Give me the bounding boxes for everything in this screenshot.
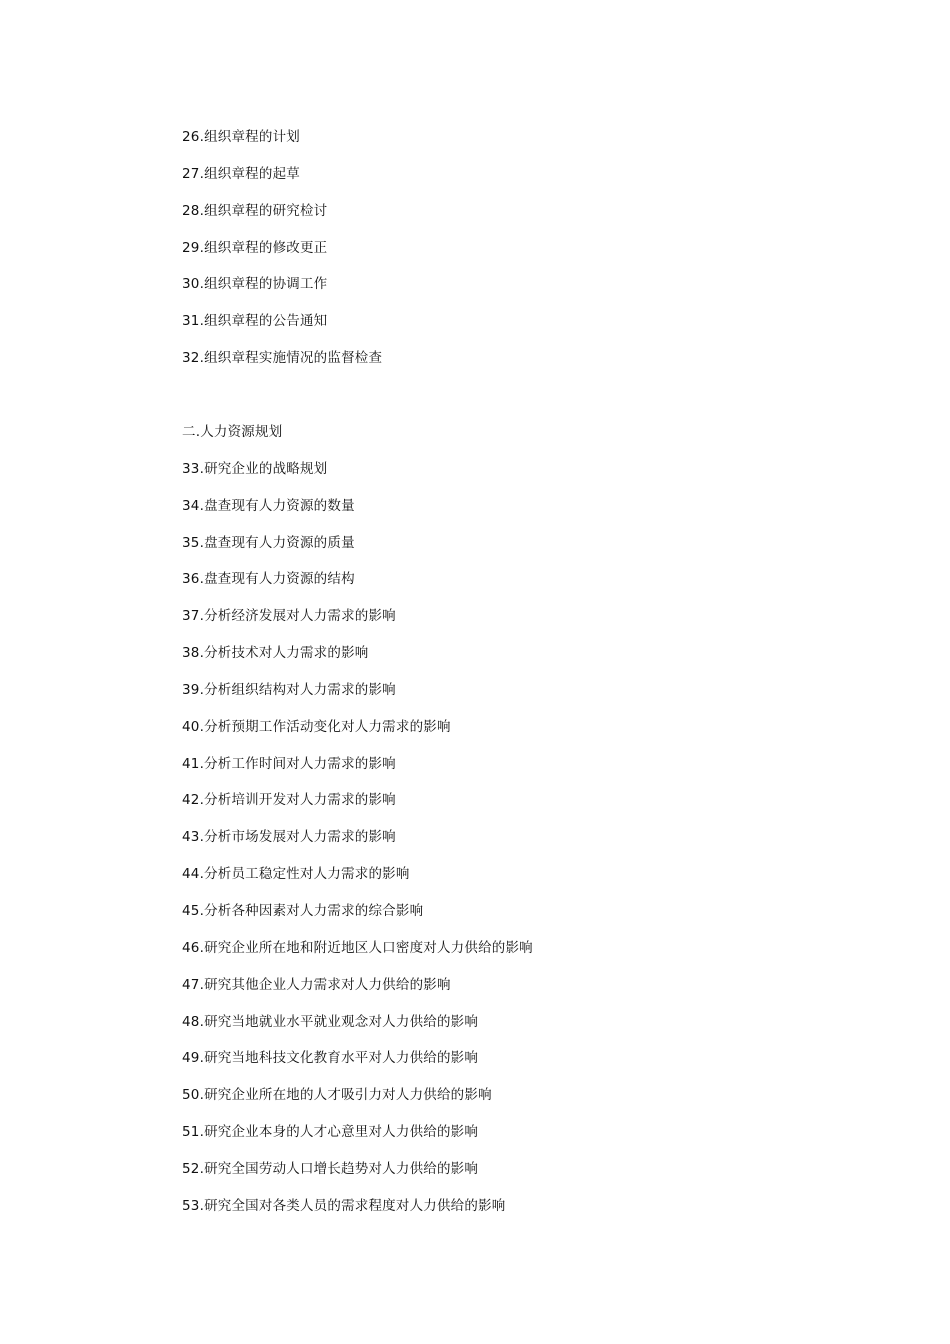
list-item: 47.研究其他企业人力需求对人力供给的影响 [182,976,451,993]
list-item: 36.盘查现有人力资源的结构 [182,571,355,588]
list-item: 51.研究企业本身的人才心意里对人力供给的影响 [182,1124,479,1141]
list-item: 29.组织章程的修改更正 [182,239,328,256]
list-item: 52.研究全国劳动人口增长趋势对人力供给的影响 [182,1160,479,1177]
list-item: 27.组织章程的起草 [182,165,300,182]
list-item: 42.分析培训开发对人力需求的影响 [182,792,396,809]
list-item: 33.研究企业的战略规划 [182,460,328,477]
list-item: 37.分析经济发展对人力需求的影响 [182,608,396,625]
list-item: 32.组织章程实施情况的监督检查 [182,350,383,367]
list-item: 31.组织章程的公告通知 [182,313,328,330]
list-item: 34.盘查现有人力资源的数量 [182,497,355,514]
section-a-list [182,125,882,383]
list-item: 41.分析工作时间对人力需求的影响 [182,755,396,772]
list-item: 53.研究全国对各类人员的需求程度对人力供给的影响 [182,1197,506,1214]
list-item: 46.研究企业所在地和附近地区人口密度对人力供给的影响 [182,939,533,956]
list-item: 30.组织章程的协调工作 [182,276,328,293]
list-item: 35.盘查现有人力资源的质量 [182,534,355,551]
section-b-list [182,420,882,1231]
list-item: 28.组织章程的研究检讨 [182,202,328,219]
list-item: 44.分析员工稳定性对人力需求的影响 [182,866,410,883]
list-item: 48.研究当地就业水平就业观念对人力供给的影响 [182,1013,479,1030]
list-item: 26.组织章程的计划 [182,129,300,145]
list-item: 39.分析组织结构对人力需求的影响 [182,681,396,698]
section-heading: 二.人力资源规划 [182,424,283,440]
list-item: 38.分析技术对人力需求的影响 [182,645,369,662]
list-item: 49.研究当地科技文化教育水平对人力供给的影响 [182,1050,479,1067]
list-item: 40.分析预期工作活动变化对人力需求的影响 [182,718,451,735]
list-item: 50.研究企业所在地的人才吸引力对人力供给的影响 [182,1087,492,1104]
list-item: 43.分析市场发展对人力需求的影响 [182,829,396,846]
list-item: 45.分析各种因素对人力需求的综合影响 [182,902,424,919]
